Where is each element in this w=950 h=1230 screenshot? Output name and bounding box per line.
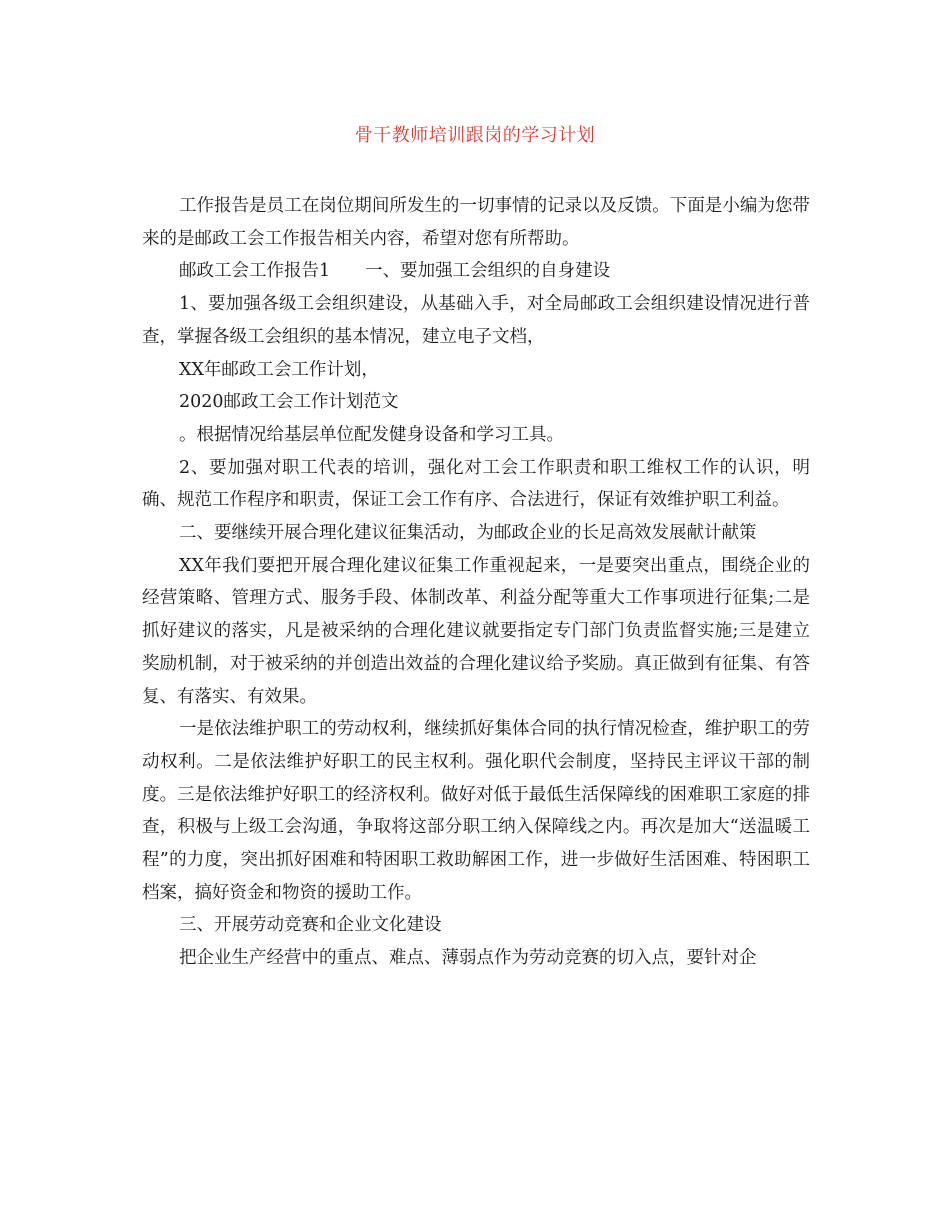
- paragraph-competition: 把企业生产经营中的重点、难点、薄弱点作为劳动竞赛的切入点，要针对企: [179, 948, 757, 969]
- paragraph-report-heading: 邮政工会工作报告1 一、要加强工会组织的自身建设: [179, 261, 611, 282]
- paragraph-section-3-heading: 三、开展劳动竞赛和企业文化建设: [179, 915, 442, 936]
- paragraph-section-2-heading: 二、要继续开展合理化建议征集活动，为邮政企业的长足高效发展献计献策: [179, 523, 757, 544]
- paragraph-plan-sample: 2020邮政工会工作计划范文: [179, 392, 399, 413]
- document-title: 骨干教师培训跟岗的学习计划: [354, 125, 596, 146]
- paragraph-suggestions: XX年我们要把开展合理化建议征集工作重视起来，一是要突出重点，围绕企业的经营策略、管理方式、服务手段、体制改革、利益分配等重大工作事项进行征集;二是抓好建议的落实，凡是被采纳的合理化建议就要指定专门部门负责监督实施;三是建立奖励机制，对于被采纳的并创造出效益的合理化建议给予奖励。真正做到有征集、有答复、有落实、有效果。: [142, 555, 810, 707]
- paragraph-item-2: 2、要加强对职工代表的培训，强化对工会工作职责和职工维权工作的认识，明确、规范工作程序和职责，保证工会工作有序、合法进行，保证有效维护职工利益。: [142, 457, 810, 511]
- paragraph-intro: 工作报告是员工在岗位期间所发生的一切事情的记录以及反馈。下面是小编为您带来的是邮政工会工作报告相关内容，希望对您有所帮助。: [142, 196, 810, 249]
- paragraph-item-1: 1、要加强各级工会组织建设，从基础入手，对全局邮政工会组织建设情况进行普查，掌握各级工会组织的基本情况，建立电子文档，: [142, 294, 810, 347]
- paragraph-plan-link: XX年邮政工会工作计划，: [179, 359, 379, 380]
- paragraph-rights: 一是依法维护职工的劳动权利，继续抓好集体合同的执行情况检查，维护职工的劳动权利。二是依法维护好职工的民主权利。强化职代会制度，坚持民主评议干部的制度。三是依法维护好职工的经济权利。做好对低于最低生活保障线的困难职工家庭的排查，积极与上级工会沟通，争取将这部分职工纳入保障线之内。再次是加大“送温暖工程”的力度，突出抓好困难和特困职工救助解困工作，进一步做好生活困难、特困职工档案，搞好资金和物资的援助工作。: [142, 719, 810, 903]
- document-body: [142, 190, 810, 975]
- paragraph-equipment: 。根据情况给基层单位配发健身设备和学习工具。: [179, 424, 564, 445]
